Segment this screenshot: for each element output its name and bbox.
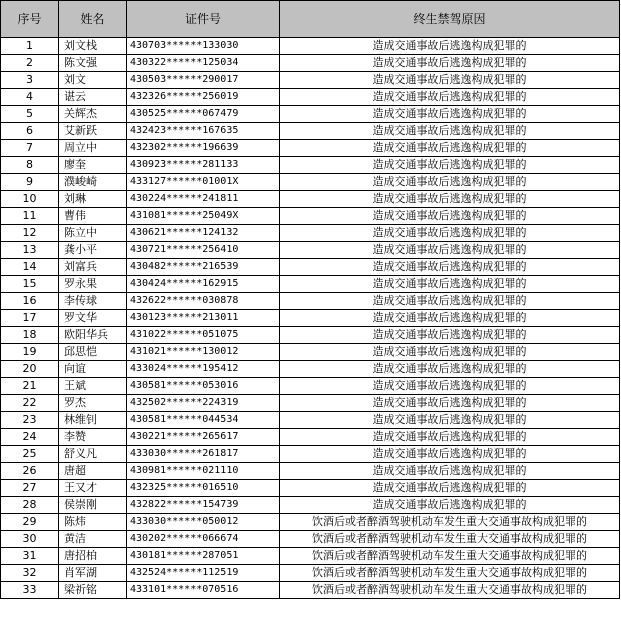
serial-number-cell: 9: [1, 174, 59, 191]
header-serial-number: 序号: [1, 1, 59, 38]
table-row: [1, 38, 620, 55]
id-number-cell: 430224******241811: [127, 191, 280, 208]
serial-number-cell: 14: [1, 259, 59, 276]
table-row: [1, 531, 620, 548]
table-row: [1, 276, 620, 293]
ban-reason-cell: 造成交通事故后逃逸构成犯罪的: [280, 463, 620, 480]
name-cell: 关辉杰: [59, 106, 127, 123]
ban-reason-cell: 饮酒后或者醉酒驾驶机动车发生重大交通事故构成犯罪的: [280, 531, 620, 548]
ban-reason-cell: 造成交通事故后逃逸构成犯罪的: [280, 140, 620, 157]
table-row: [1, 582, 620, 599]
id-number-cell: 430202******066674: [127, 531, 280, 548]
name-cell: 刘文栈: [59, 38, 127, 55]
serial-number-cell: 21: [1, 378, 59, 395]
name-cell: 濮峻崎: [59, 174, 127, 191]
table-row: [1, 123, 620, 140]
name-cell: 罗永果: [59, 276, 127, 293]
table-row: [1, 429, 620, 446]
name-cell: 林维钊: [59, 412, 127, 429]
id-number-cell: 432326******256019: [127, 89, 280, 106]
table-row: [1, 395, 620, 412]
ban-reason-cell: 造成交通事故后逃逸构成犯罪的: [280, 157, 620, 174]
ban-reason-cell: 饮酒后或者醉酒驾驶机动车发生重大交通事故构成犯罪的: [280, 514, 620, 531]
table-row: [1, 225, 620, 242]
table-row: [1, 361, 620, 378]
serial-number-cell: 11: [1, 208, 59, 225]
name-cell: 李传球: [59, 293, 127, 310]
ban-reason-cell: 造成交通事故后逃逸构成犯罪的: [280, 89, 620, 106]
serial-number-cell: 13: [1, 242, 59, 259]
table-row: [1, 174, 620, 191]
ban-reason-cell: 造成交通事故后逃逸构成犯罪的: [280, 446, 620, 463]
id-number-cell: 430525******067479: [127, 106, 280, 123]
ban-reason-cell: 造成交通事故后逃逸构成犯罪的: [280, 378, 620, 395]
id-number-cell: 430721******256410: [127, 242, 280, 259]
name-cell: 陈文强: [59, 55, 127, 72]
id-number-cell: 432822******154739: [127, 497, 280, 514]
serial-number-cell: 3: [1, 72, 59, 89]
ban-reason-cell: 造成交通事故后逃逸构成犯罪的: [280, 395, 620, 412]
serial-number-cell: 20: [1, 361, 59, 378]
table-row: [1, 480, 620, 497]
table-row: [1, 242, 620, 259]
ban-reason-cell: 造成交通事故后逃逸构成犯罪的: [280, 344, 620, 361]
table-row: [1, 157, 620, 174]
table-row: [1, 259, 620, 276]
id-number-cell: 431081******25049X: [127, 208, 280, 225]
id-number-cell: 433127******01001X: [127, 174, 280, 191]
id-number-cell: 430482******216539: [127, 259, 280, 276]
name-cell: 陈炜: [59, 514, 127, 531]
name-cell: 肖军湖: [59, 565, 127, 582]
name-cell: 欧阳华兵: [59, 327, 127, 344]
ban-reason-cell: 造成交通事故后逃逸构成犯罪的: [280, 259, 620, 276]
name-cell: 周立中: [59, 140, 127, 157]
id-number-cell: 432302******196639: [127, 140, 280, 157]
serial-number-cell: 12: [1, 225, 59, 242]
name-cell: 艾新跃: [59, 123, 127, 140]
name-cell: 罗杰: [59, 395, 127, 412]
name-cell: 王又才: [59, 480, 127, 497]
ban-reason-cell: 造成交通事故后逃逸构成犯罪的: [280, 72, 620, 89]
serial-number-cell: 19: [1, 344, 59, 361]
serial-number-cell: 30: [1, 531, 59, 548]
serial-number-cell: 24: [1, 429, 59, 446]
id-number-cell: 430981******021110: [127, 463, 280, 480]
table-row: [1, 72, 620, 89]
serial-number-cell: 22: [1, 395, 59, 412]
ban-reason-cell: 造成交通事故后逃逸构成犯罪的: [280, 412, 620, 429]
name-cell: 龚小平: [59, 242, 127, 259]
serial-number-cell: 28: [1, 497, 59, 514]
name-cell: 罗文华: [59, 310, 127, 327]
table-row: [1, 514, 620, 531]
name-cell: 刘文: [59, 72, 127, 89]
serial-number-cell: 17: [1, 310, 59, 327]
ban-reason-cell: 饮酒后或者醉酒驾驶机动车发生重大交通事故构成犯罪的: [280, 582, 620, 599]
serial-number-cell: 27: [1, 480, 59, 497]
ban-reason-cell: 造成交通事故后逃逸构成犯罪的: [280, 293, 620, 310]
ban-reason-cell: 造成交通事故后逃逸构成犯罪的: [280, 480, 620, 497]
table-row: [1, 497, 620, 514]
serial-number-cell: 23: [1, 412, 59, 429]
table-row: [1, 463, 620, 480]
id-number-cell: 430424******162915: [127, 276, 280, 293]
ban-reason-cell: 饮酒后或者醉酒驾驶机动车发生重大交通事故构成犯罪的: [280, 548, 620, 565]
table-row: [1, 344, 620, 361]
name-cell: 黄洁: [59, 531, 127, 548]
id-number-cell: 432423******167635: [127, 123, 280, 140]
id-number-cell: 431022******051075: [127, 327, 280, 344]
id-number-cell: 432502******224319: [127, 395, 280, 412]
id-number-cell: 430923******281133: [127, 157, 280, 174]
serial-number-cell: 4: [1, 89, 59, 106]
table-row: [1, 106, 620, 123]
table-row: [1, 208, 620, 225]
ban-reason-cell: 造成交通事故后逃逸构成犯罪的: [280, 208, 620, 225]
serial-number-cell: 10: [1, 191, 59, 208]
id-number-cell: 432524******112519: [127, 565, 280, 582]
serial-number-cell: 1: [1, 38, 59, 55]
name-cell: 舒义凡: [59, 446, 127, 463]
serial-number-cell: 6: [1, 123, 59, 140]
id-number-cell: 433101******070516: [127, 582, 280, 599]
name-cell: 向谊: [59, 361, 127, 378]
table-row: [1, 293, 620, 310]
id-number-cell: 430123******213011: [127, 310, 280, 327]
header-id-number: 证件号: [127, 1, 280, 38]
ban-reason-cell: 造成交通事故后逃逸构成犯罪的: [280, 38, 620, 55]
name-cell: 王斌: [59, 378, 127, 395]
id-number-cell: 430221******265617: [127, 429, 280, 446]
id-number-cell: 430503******290017: [127, 72, 280, 89]
serial-number-cell: 26: [1, 463, 59, 480]
name-cell: 唐招柏: [59, 548, 127, 565]
serial-number-cell: 25: [1, 446, 59, 463]
table-row: [1, 412, 620, 429]
id-number-cell: 433030******261817: [127, 446, 280, 463]
id-number-cell: 430181******287051: [127, 548, 280, 565]
name-cell: 曹伟: [59, 208, 127, 225]
id-number-cell: 432325******016510: [127, 480, 280, 497]
serial-number-cell: 8: [1, 157, 59, 174]
ban-reason-cell: 造成交通事故后逃逸构成犯罪的: [280, 497, 620, 514]
serial-number-cell: 33: [1, 582, 59, 599]
header-row: [1, 1, 620, 38]
table-row: [1, 89, 620, 106]
serial-number-cell: 7: [1, 140, 59, 157]
name-cell: 李赞: [59, 429, 127, 446]
ban-reason-cell: 饮酒后或者醉酒驾驶机动车发生重大交通事故构成犯罪的: [280, 565, 620, 582]
serial-number-cell: 31: [1, 548, 59, 565]
header-ban-reason: 终生禁驾原因: [280, 1, 620, 38]
serial-number-cell: 32: [1, 565, 59, 582]
ban-reason-cell: 造成交通事故后逃逸构成犯罪的: [280, 225, 620, 242]
table-row: [1, 548, 620, 565]
ban-reason-cell: 造成交通事故后逃逸构成犯罪的: [280, 327, 620, 344]
table-row: [1, 565, 620, 582]
id-number-cell: 431021******130012: [127, 344, 280, 361]
serial-number-cell: 29: [1, 514, 59, 531]
table-row: [1, 191, 620, 208]
ban-reason-cell: 造成交通事故后逃逸构成犯罪的: [280, 276, 620, 293]
ban-reason-cell: 造成交通事故后逃逸构成犯罪的: [280, 106, 620, 123]
ban-reason-cell: 造成交通事故后逃逸构成犯罪的: [280, 55, 620, 72]
table-row: [1, 140, 620, 157]
serial-number-cell: 2: [1, 55, 59, 72]
ban-reason-cell: 造成交通事故后逃逸构成犯罪的: [280, 191, 620, 208]
name-cell: 刘富兵: [59, 259, 127, 276]
table-row: [1, 446, 620, 463]
id-number-cell: 430621******124132: [127, 225, 280, 242]
name-cell: 邱思恺: [59, 344, 127, 361]
name-cell: 唐超: [59, 463, 127, 480]
table-row: [1, 327, 620, 344]
id-number-cell: 432622******030878: [127, 293, 280, 310]
name-cell: 谌云: [59, 89, 127, 106]
serial-number-cell: 15: [1, 276, 59, 293]
name-cell: 梁祈铭: [59, 582, 127, 599]
id-number-cell: 430322******125034: [127, 55, 280, 72]
ban-reason-cell: 造成交通事故后逃逸构成犯罪的: [280, 123, 620, 140]
id-number-cell: 430581******053016: [127, 378, 280, 395]
ban-reason-cell: 造成交通事故后逃逸构成犯罪的: [280, 429, 620, 446]
id-number-cell: 430581******044534: [127, 412, 280, 429]
table-row: [1, 310, 620, 327]
serial-number-cell: 5: [1, 106, 59, 123]
name-cell: 刘琳: [59, 191, 127, 208]
ban-reason-cell: 造成交通事故后逃逸构成犯罪的: [280, 310, 620, 327]
table-row: [1, 378, 620, 395]
header-name: 姓名: [59, 1, 127, 38]
ban-reason-cell: 造成交通事故后逃逸构成犯罪的: [280, 242, 620, 259]
id-number-cell: 430703******133030: [127, 38, 280, 55]
name-cell: 廖奎: [59, 157, 127, 174]
id-number-cell: 433030******050012: [127, 514, 280, 531]
serial-number-cell: 18: [1, 327, 59, 344]
name-cell: 陈立中: [59, 225, 127, 242]
serial-number-cell: 16: [1, 293, 59, 310]
ban-reason-cell: 造成交通事故后逃逸构成犯罪的: [280, 174, 620, 191]
name-cell: 侯崇刚: [59, 497, 127, 514]
id-number-cell: 433024******195412: [127, 361, 280, 378]
table-row: [1, 55, 620, 72]
ban-reason-cell: 造成交通事故后逃逸构成犯罪的: [280, 361, 620, 378]
